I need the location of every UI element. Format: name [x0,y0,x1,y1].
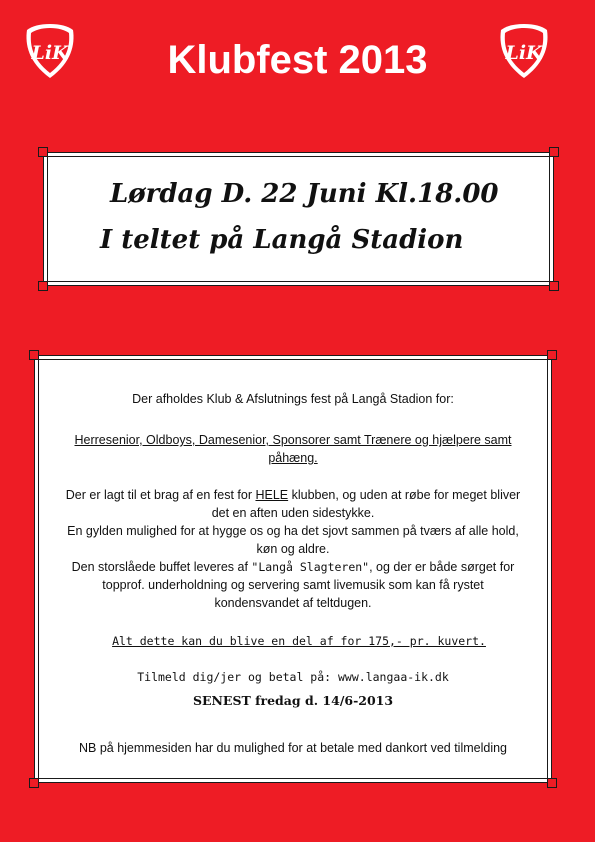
groups-line-2: påhæng. [268,451,318,465]
intro-text: Der afholdes Klub & Afslutnings fest på Langå Stadion for: [132,392,454,406]
frame-corner [547,350,557,360]
event-date-time: Lørdag D. 22 Juni Kl.18.00 [110,179,499,209]
frame-corner [547,778,557,788]
frame-corner [549,147,559,157]
buffet-suffix: , og der er både sørget for [369,560,515,574]
buffet-line-1 [35,558,551,576]
chance-line-2: køn og aldre. [256,542,330,556]
brag-text-part2: klubben, og uden at røbe for meget bliver [288,488,521,502]
event-panel [43,152,554,286]
frame-corner [549,281,559,291]
brag-line-1 [35,486,551,504]
brag-emphasis: HELE [255,488,289,502]
deadline-line: SENEST fredag d. 14/6-2013 [192,693,394,708]
frame-corner [29,350,39,360]
nb-line: NB på hjemmesiden har du mulighed for at betale med dankort ved tilmelding [78,741,507,755]
info-panel [34,355,552,783]
brag-line-2: det en aften uden sidestykke. [211,506,375,520]
brag-text-part1: Der er lagt til et brag af en fest for [65,488,256,502]
signup-line: Tilmeld dig/jer og betal på: www.langaa-ik.dk [137,670,449,684]
buffet-line-3: kondensvandet af teltdugen. [214,596,372,610]
price-line: Alt dette kan du blive en del af for 175,- pr. kuvert. [112,634,486,648]
buffet-line-2: topprof. underholdning og servering samt livemusik som kan få rystet [102,578,484,592]
buffet-prefix: Den storslåede buffet leveres af [71,560,252,574]
frame-corner [38,147,48,157]
logo-lettering: LiK [31,42,69,64]
club-logo-right [498,22,550,80]
chance-line-1: En gylden mulighed for at hygge os og ha det sjovt sammen på tværs af alle hold, [67,524,519,538]
frame-corner [29,778,39,788]
frame-corner [38,281,48,291]
page-title: Klubfest 2013 [167,38,428,82]
groups-line-1: Herresenior, Oldboys, Damesenior, Sponsorer samt Trænere og hjælpere samt [74,433,512,447]
logo-lettering: LiK [505,42,543,64]
event-location: I teltet på Langå Stadion [100,225,464,255]
buffet-supplier: "Langå Slagteren" [251,560,370,574]
